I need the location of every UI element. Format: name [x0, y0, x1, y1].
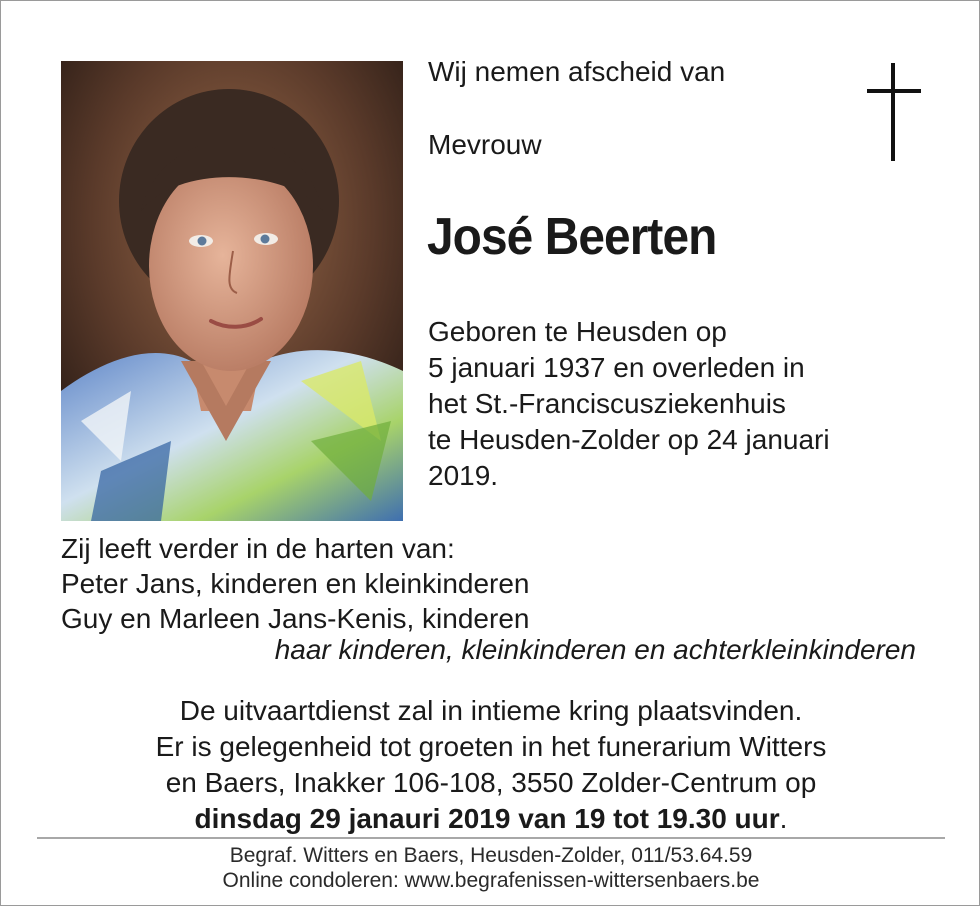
- undertaker-line: Begraf. Witters en Baers, Heusden-Zolder, 011/53.64.59: [229, 844, 753, 867]
- born-line: 2019.: [428, 460, 499, 491]
- service-line: Er is gelegenheid tot groeten in het funerarium Witters: [155, 731, 827, 762]
- condolences-line: Online condoleren: www.begrafenissen-wittersenbaers.be: [222, 869, 760, 892]
- survivors-line: Zij leeft verder in de harten van:: [61, 533, 455, 564]
- birth-death-text: [428, 314, 898, 494]
- born-line: 5 januari 1937 en overleden in: [428, 352, 805, 383]
- extended-family: haar kinderen, kleinkinderen en achterkleinkinderen: [274, 634, 916, 665]
- service-date: dinsdag 29 janauri 2019 van 19 tot 19.30 uur: [194, 803, 780, 834]
- cross-icon: [863, 63, 925, 161]
- born-line: te Heusden-Zolder op 24 januari: [428, 424, 830, 455]
- survivors-line: Guy en Marleen Jans-Kenis, kinderen: [61, 603, 530, 634]
- born-line: Geboren te Heusden op: [428, 316, 727, 347]
- service-line: en Baers, Inakker 106-108, 3550 Zolder-Centrum op: [165, 767, 817, 798]
- service-info: [1, 693, 980, 837]
- survivors-list: [61, 531, 530, 636]
- service-line: De uitvaartdienst zal in intieme kring plaatsvinden.: [179, 695, 803, 726]
- deceased-name: José Beerten: [427, 208, 717, 266]
- service-date-line: [1, 801, 980, 837]
- divider: [37, 837, 945, 839]
- honorific: Mevrouw: [428, 129, 542, 160]
- portrait-photo: [61, 61, 403, 521]
- intro-line: Wij nemen afscheid van: [428, 56, 726, 87]
- service-date-period: .: [779, 803, 788, 834]
- born-line: het St.-Franciscusziekenhuis: [428, 388, 786, 419]
- survivors-line: Peter Jans, kinderen en kleinkinderen: [61, 568, 530, 599]
- footer: [1, 843, 980, 893]
